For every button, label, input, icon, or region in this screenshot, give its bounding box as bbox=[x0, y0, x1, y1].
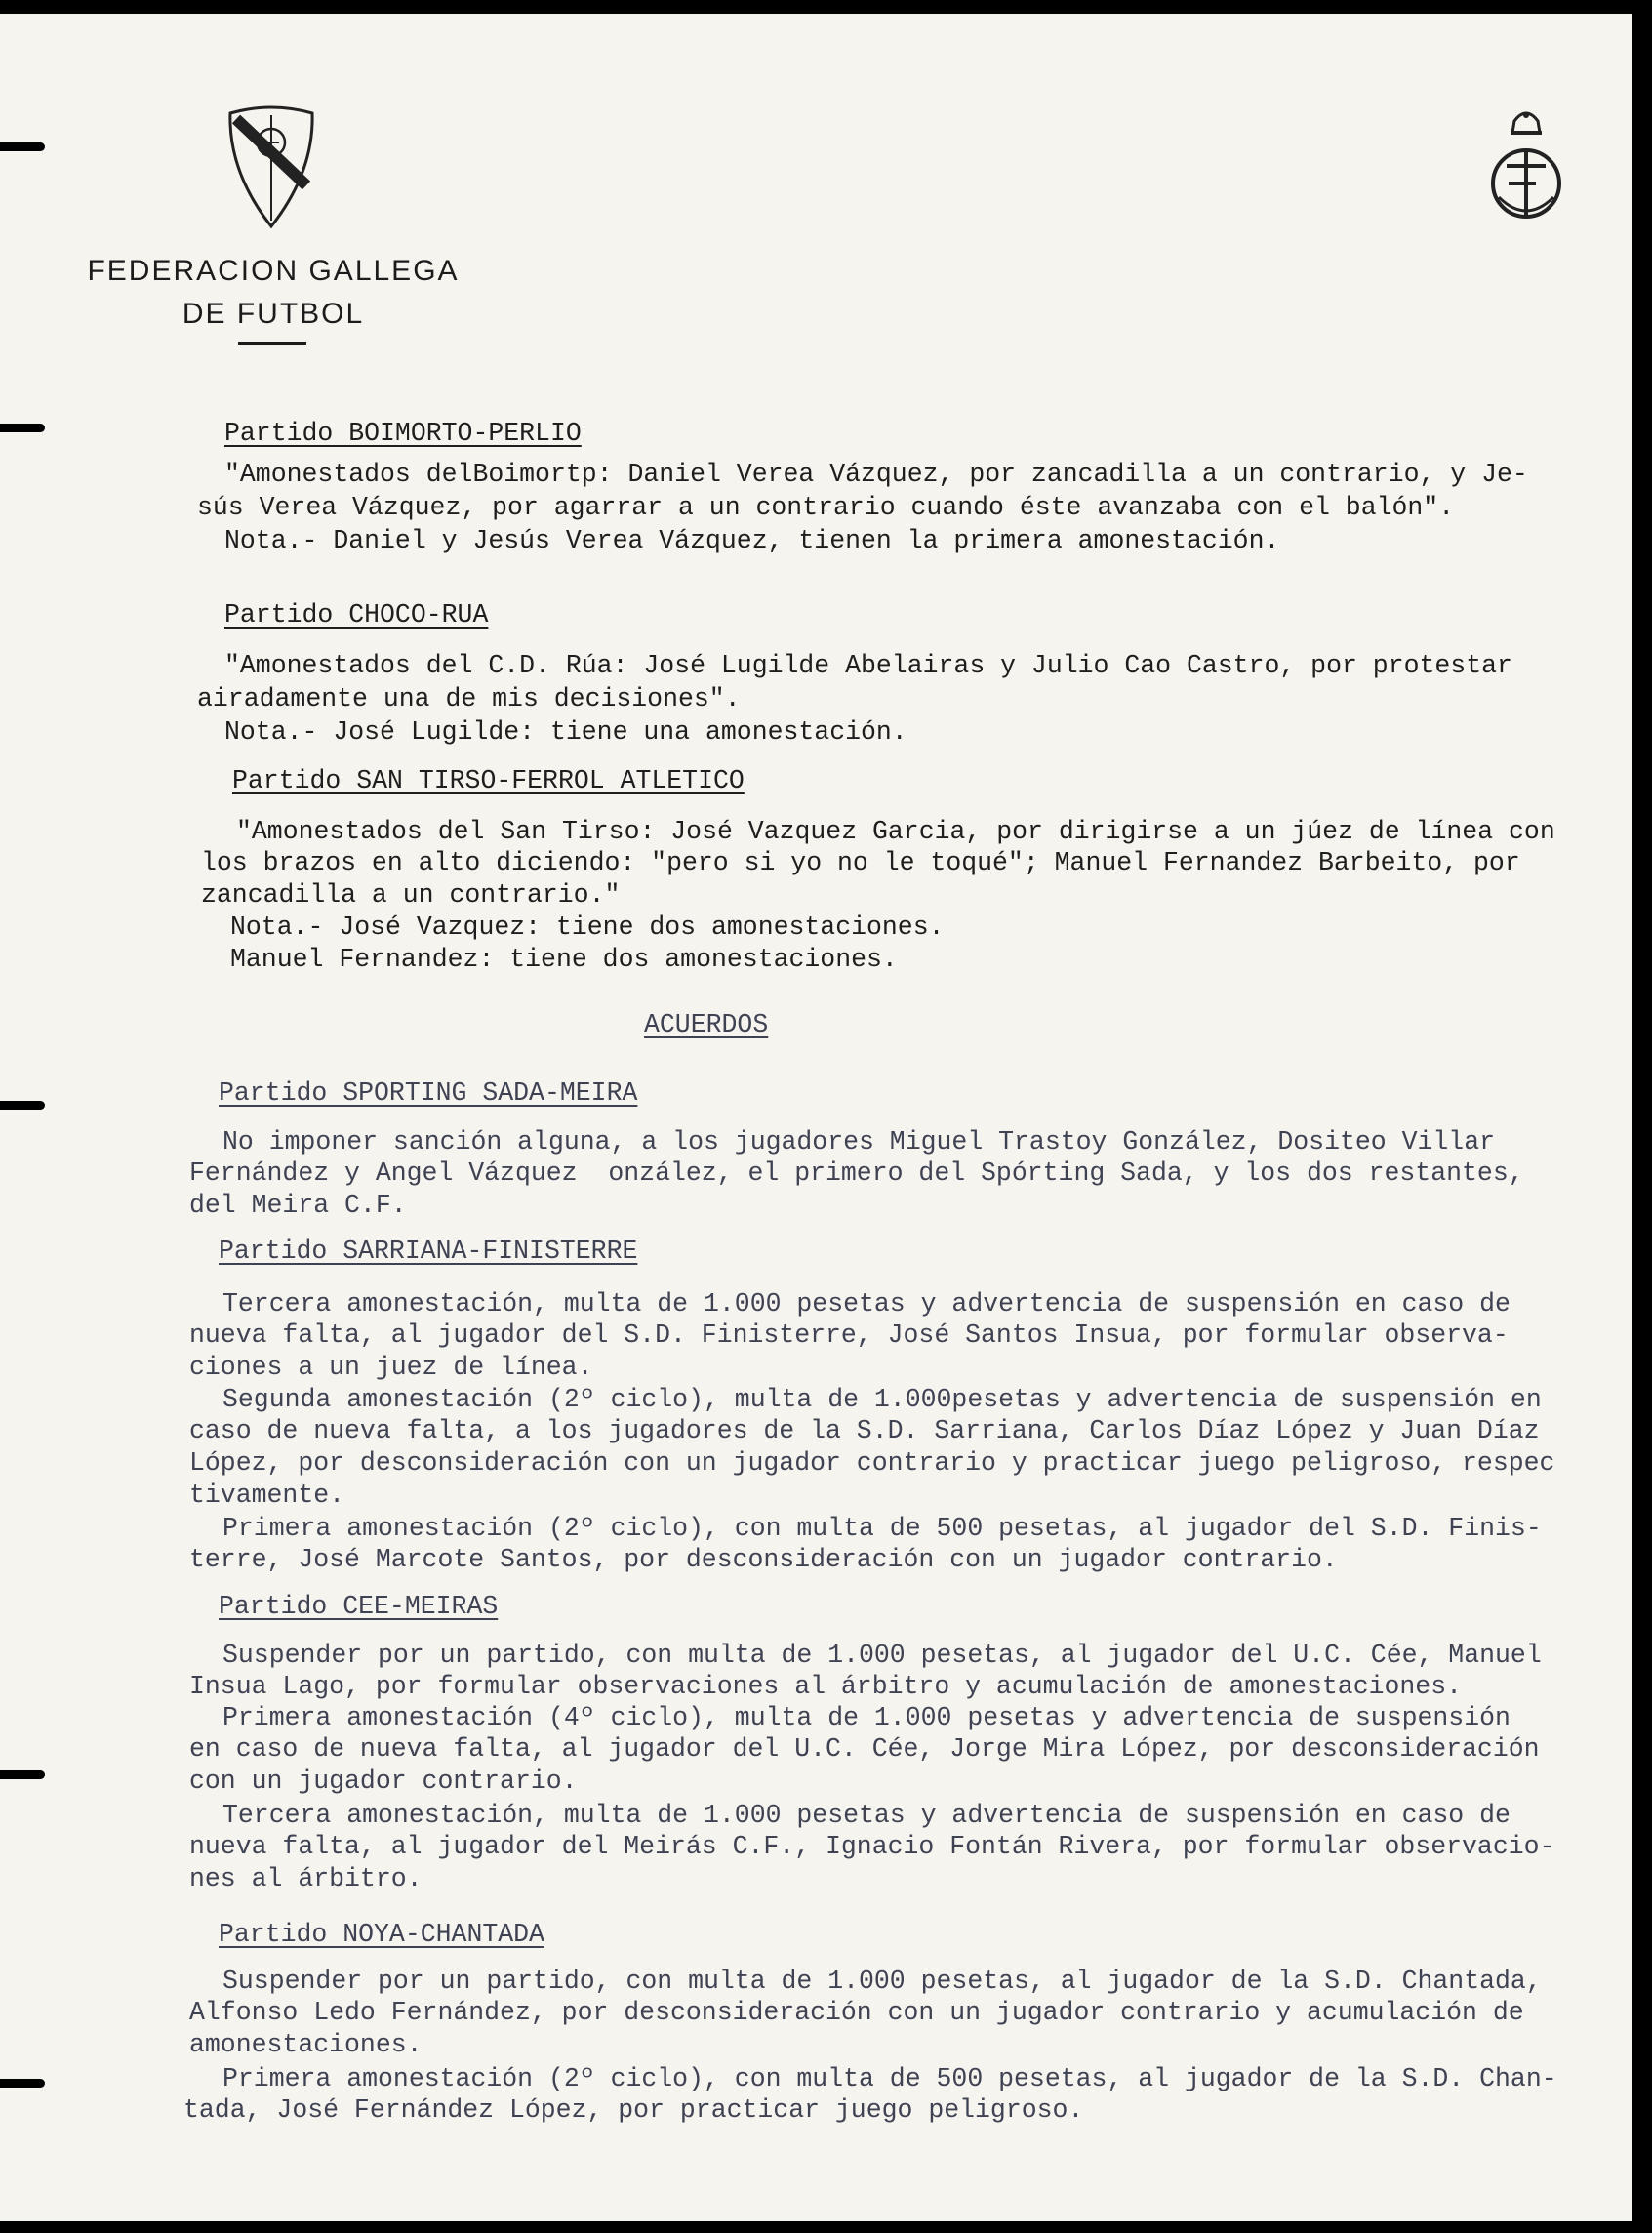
section-title: Partido CEE-MEIRAS bbox=[219, 1592, 499, 1621]
acuerdos-heading bbox=[644, 1009, 768, 1041]
text-line: en caso de nueva falta, al jugador del U.C. Cée, Jorge Mira López, por desconsideración bbox=[189, 1734, 1540, 1764]
text-line: "Amonestados del C.D. Rúa: José Lugilde Abelairas y Julio Cao Castro, por protestar bbox=[224, 651, 1512, 680]
text-line: con un jugador contrario. bbox=[189, 1766, 578, 1796]
text-block bbox=[222, 1702, 1511, 1734]
section-san-tirso-ferrol bbox=[232, 765, 745, 797]
text-line: zancadilla a un contrario." bbox=[201, 880, 621, 910]
text-line: Primera amonestación (2º ciclo), con multa de 500 pesetas, al jugador del S.D. Finis- bbox=[222, 1514, 1542, 1543]
text-line: Insua Lago, por formular observaciones al árbitro y acumulación de amonestaciones. bbox=[189, 1672, 1463, 1701]
text-line: Alfonso Ledo Fernández, por desconsideración con un jugador contrario y acumulación de bbox=[189, 1998, 1524, 2027]
crowned-emblem-icon bbox=[1485, 107, 1567, 228]
text-line: terre, José Marcote Santos, por desconsideración con un jugador contrario. bbox=[189, 1545, 1338, 1574]
text-line: los brazos en alto diciendo: "pero si yo no le toqué"; Manuel Fernandez Barbeito, por bbox=[201, 848, 1520, 877]
acuerdo-cee-meiras bbox=[219, 1591, 498, 1623]
text-block bbox=[189, 1671, 1462, 1703]
text-block bbox=[222, 1966, 1542, 1998]
acuerdo-sporting-sada-meira bbox=[219, 1077, 637, 1110]
text-line: Tercera amonestación, multa de 1.000 pesetas y advertencia de suspensión en caso de bbox=[222, 1289, 1511, 1319]
acuerdo-noya-chantada bbox=[219, 1919, 544, 1951]
federation-name-line2: DE FUTBOL bbox=[181, 298, 365, 330]
text-block bbox=[224, 650, 1512, 682]
text-line: airadamente una de mis decisiones". bbox=[197, 684, 741, 713]
note-line: Nota.- José Lugilde: tiene una amonestación. bbox=[224, 717, 907, 747]
text-line: No imponer sanción alguna, a los jugadores Miguel Trastoy González, Dositeo Villar bbox=[222, 1127, 1496, 1157]
section-title: Partido SARRIANA-FINISTERRE bbox=[219, 1237, 638, 1266]
text-block bbox=[189, 1997, 1524, 2061]
text-line: tada, José Fernández López, por practicar juego peligroso. bbox=[183, 2095, 1084, 2125]
note-line: Manuel Fernandez: tiene dos amonestaciones. bbox=[230, 945, 898, 974]
text-line: ciones a un juez de línea. bbox=[189, 1353, 593, 1382]
text-block bbox=[236, 816, 1555, 848]
section-boimorto-perlio-text bbox=[224, 459, 1528, 491]
binder-punch-mark bbox=[0, 142, 45, 151]
text-line: nueva falta, al jugador del Meirás C.F., Ignacio Fontán Rivera, por formular observacio- bbox=[189, 1832, 1555, 1861]
note-line: Nota.- Daniel y Jesús Verea Vázquez, tienen la primera amonestación. bbox=[224, 526, 1280, 555]
text-block bbox=[189, 1320, 1509, 1384]
federation-shield-icon bbox=[226, 103, 316, 230]
text-line: Tercera amonestación, multa de 1.000 pesetas y advertencia de suspensión en caso de bbox=[222, 1801, 1511, 1830]
text-line: caso de nueva falta, a los jugadores de la S.D. Sarriana, Carlos Díaz López y Juan Díaz bbox=[189, 1416, 1540, 1445]
text-block bbox=[224, 525, 1279, 557]
federation-name-line1: FEDERACION GALLEGA bbox=[87, 255, 460, 287]
text-line: tivamente. bbox=[189, 1481, 345, 1510]
text-line: amonestaciones. bbox=[189, 2030, 423, 2059]
section-title: Partido NOYA-CHANTADA bbox=[219, 1920, 544, 1949]
text-block bbox=[224, 716, 907, 749]
binder-punch-mark bbox=[0, 1101, 45, 1110]
text-block bbox=[189, 1415, 1554, 1512]
text-line: nes al árbitro. bbox=[189, 1864, 423, 1893]
text-block bbox=[189, 1544, 1338, 1576]
binder-punch-mark bbox=[0, 1770, 45, 1779]
document-page bbox=[0, 14, 1632, 2221]
text-block bbox=[189, 1831, 1554, 1895]
text-block bbox=[197, 683, 741, 715]
federation-name bbox=[68, 250, 478, 336]
text-block bbox=[189, 1157, 1524, 1222]
acuerdo-sarriana-finisterre bbox=[219, 1236, 637, 1268]
text-block bbox=[183, 2094, 1083, 2127]
section-choco-rua bbox=[224, 599, 488, 631]
acuerdos-title: ACUERDOS bbox=[644, 1010, 769, 1039]
text-line: López, por desconsideración con un jugador contrario y practicar juego peligroso, respec bbox=[189, 1448, 1555, 1478]
text-line: "Amonestados del San Tirso: José Vazquez Garcia, por dirigirse a un júez de línea con bbox=[236, 817, 1555, 846]
binder-punch-mark bbox=[0, 424, 45, 432]
text-block bbox=[197, 492, 1454, 524]
note-line: Nota.- José Vazquez: tiene dos amonestaciones. bbox=[230, 913, 945, 942]
text-line: Suspender por un partido, con multa de 1.000 pesetas, al jugador del U.C. Cée, Manuel bbox=[222, 1641, 1542, 1670]
text-block bbox=[222, 1800, 1511, 1832]
text-block bbox=[222, 1384, 1542, 1416]
text-line: nueva falta, al jugador del S.D. Finisterre, José Santos Insua, por formular observa- bbox=[189, 1320, 1509, 1350]
text-line: Fernández y Angel Vázquez onzález, el primero del Spórting Sada, y los dos restantes, bbox=[189, 1158, 1524, 1188]
text-line: sús Verea Vázquez, por agarrar a un contrario cuando éste avanzaba con el balón". bbox=[197, 493, 1455, 522]
binder-punch-mark bbox=[0, 2079, 45, 2088]
text-line: del Meira C.F. bbox=[189, 1191, 407, 1220]
text-block bbox=[201, 847, 1520, 912]
text-line: "Amonestados delBoimortp: Daniel Verea Vázquez, por zancadilla a un contrario, y Je- bbox=[224, 460, 1528, 489]
header-divider bbox=[238, 342, 306, 345]
text-line: Primera amonestación (2º ciclo), con multa de 500 pesetas, al jugador de la S.D. Chan- bbox=[222, 2064, 1557, 2093]
section-title: Partido CHOCO-RUA bbox=[224, 600, 489, 629]
section-title: Partido SPORTING SADA-MEIRA bbox=[219, 1078, 638, 1108]
section-title: Partido SAN TIRSO-FERROL ATLETICO bbox=[232, 766, 745, 795]
section-title: Partido BOIMORTO-PERLIO bbox=[224, 419, 582, 448]
section-boimorto-perlio bbox=[224, 418, 582, 450]
text-block bbox=[230, 912, 945, 976]
text-block bbox=[222, 1513, 1542, 1545]
text-block bbox=[222, 1640, 1542, 1672]
text-line: Primera amonestación (4º ciclo), multa de 1.000 pesetas y advertencia de suspensión bbox=[222, 1703, 1511, 1732]
text-line: Suspender por un partido, con multa de 1.000 pesetas, al jugador de la S.D. Chantada, bbox=[222, 1967, 1542, 1996]
text-block bbox=[222, 2063, 1557, 2095]
text-line: Segunda amonestación (2º ciclo), multa de 1.000pesetas y advertencia de suspensión en bbox=[222, 1385, 1542, 1414]
text-block bbox=[222, 1288, 1511, 1320]
text-block bbox=[222, 1126, 1495, 1158]
text-block bbox=[189, 1733, 1540, 1798]
